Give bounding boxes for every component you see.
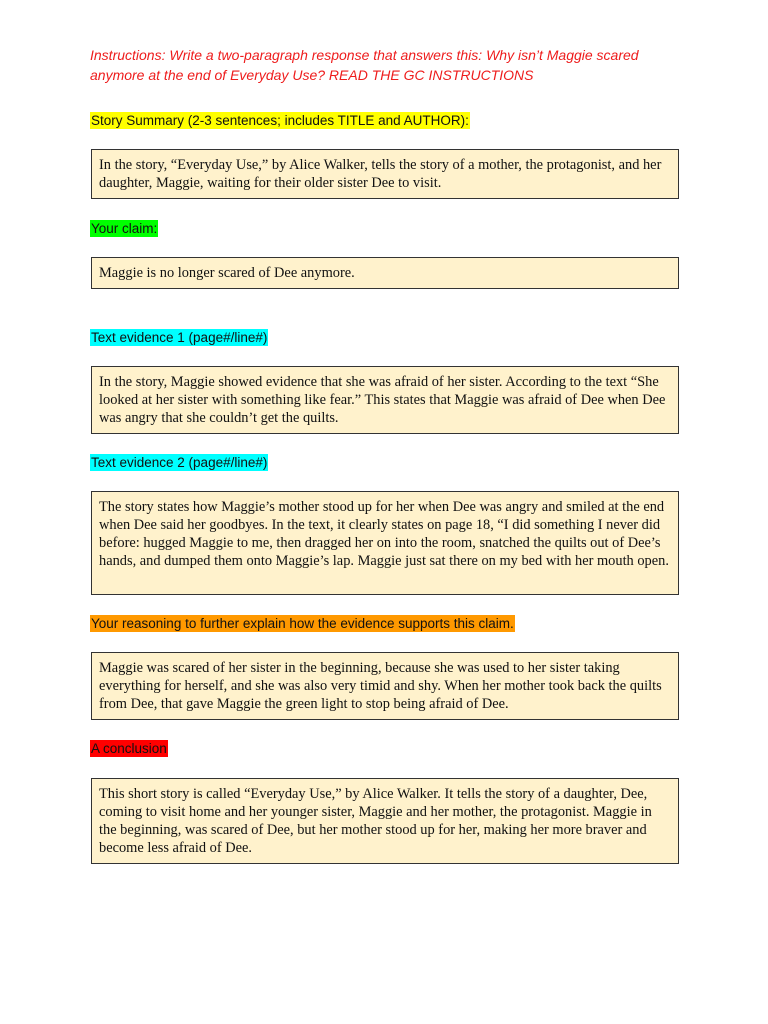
text-evidence-1-box: In the story, Maggie showed evidence that she was afraid of her sister. According to the text “She looked at her sister with something like fear.” This states that Maggie was afraid of Dee when Dee was angry that she couldn’t get the quilts.: [91, 366, 679, 434]
reasoning-label: Your reasoning to further explain how the evidence supports this claim.: [91, 616, 514, 631]
conclusion-box: This short story is called “Everyday Use,” by Alice Walker. It tells the story of a daughter, Dee, coming to visit home and her younger sister, Maggie and her mother, the protagonist. Maggie in the beginning, was scared of Dee, but her mother stood up for her, making her more braver and become less afraid of Dee.: [91, 778, 679, 864]
text-evidence-2-box: The story states how Maggie’s mother stood up for her when Dee was angry and smiled at the end when Dee said her goodbyes. In the text, it clearly states on page 18, “I did something I never did before: hugged Maggie to me, then dragged her on into the room, snatched the quilts out of Dee’s hands, and dumped them onto Maggie’s lap. Maggie just sat there on my bed with her mouth open.: [91, 491, 679, 595]
story-summary-box: In the story, “Everyday Use,” by Alice Walker, tells the story of a mother, the protagonist, and her daughter, Maggie, waiting for their older sister Dee to visit.: [91, 149, 679, 199]
reasoning-box: Maggie was scared of her sister in the beginning, because she was used to her sister taking everything for herself, and she was also very timid and shy. When her mother took back the quilts from Dee, that gave Maggie the green light to stop being afraid of Dee.: [91, 652, 679, 720]
conclusion-label: A conclusion: [91, 741, 167, 756]
text-evidence-1-label: Text evidence 1 (page#/line#): [91, 330, 268, 345]
claim-box: Maggie is no longer scared of Dee anymore.: [91, 257, 679, 289]
instructions-text: Instructions: Write a two-paragraph response that answers this: Why isn’t Maggie scared anymore at the end of Everyday Use? READ THE GC INSTRUCTIONS: [90, 47, 639, 83]
story-summary-label: Story Summary (2-3 sentences; includes TITLE and AUTHOR):: [91, 113, 469, 128]
claim-label: Your claim:: [91, 221, 158, 236]
text-evidence-2-label: Text evidence 2 (page#/line#): [91, 455, 268, 470]
